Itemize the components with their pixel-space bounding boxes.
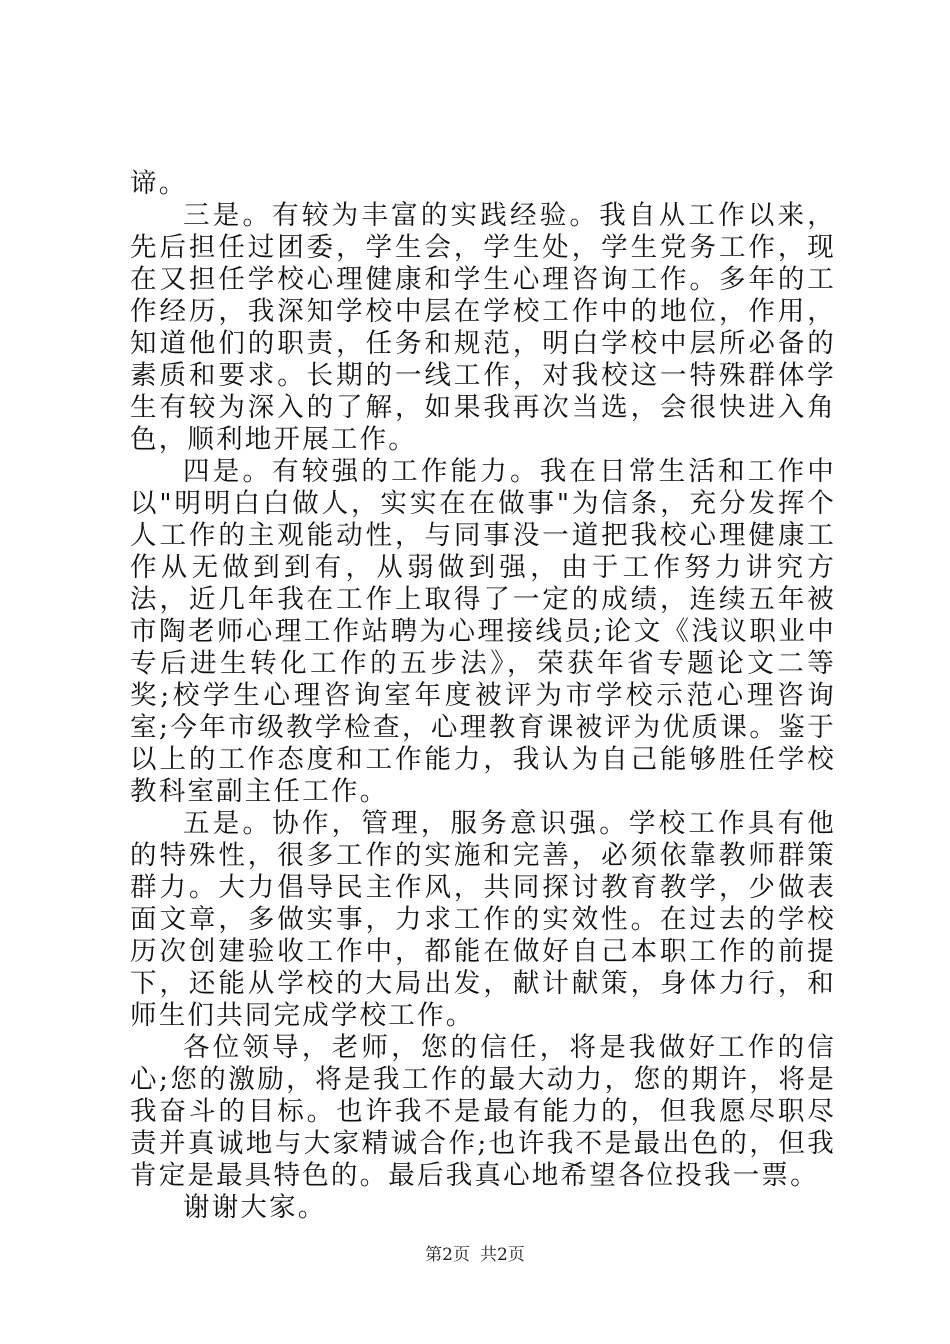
document-body <box>130 168 836 1224</box>
paragraph-point-five: 五是。协作，管理，服务意识强。学校工作具有他的特殊性，很多工作的实施和完善，必须依靠教师群策群力。大力倡导民主作风，共同探讨教育教学，少做表面文章，多做实事，力求工作的实效性。在过去的学校历次创建验收工作中，都能在做好自己本职工作的前提下，还能从学校的大局出发，献计献策，身体力行，和师生们共同完成学校工作。 <box>130 808 836 1031</box>
page-footer <box>0 1240 950 1265</box>
page-number-current: 第2页 <box>425 1245 470 1265</box>
paragraph-point-three: 三是。有较为丰富的实践经验。我自从工作以来，先后担任过团委，学生会，学生处，学生党务工作，现在又担任学校心理健康和学生心理咨询工作。多年的工作经历，我深知学校中层在学校工作中的地位，作用，知道他们的职责，任务和规范，明白学校中层所必备的素质和要求。长期的一线工作，对我校这一特殊群体学生有较为深入的了解，如果我再次当选，会很快进入角色，顺利地开展工作。 <box>130 200 836 455</box>
paragraph-thanks: 谢谢大家。 <box>183 1192 327 1223</box>
page-number-total: 共2页 <box>480 1245 525 1265</box>
paragraph-point-four: 四是。有较强的工作能力。我在日常生活和工作中以"明明白白做人，实实在在做事"为信条，充分发挥个人工作的主观能动性，与同事没一道把我校心理健康工作从无做到到有，从弱做到强，由于工作努力讲究方法，近几年我在工作上取得了一定的成绩，连续五年被市陶老师心理工作站聘为心理接线员;论文《浅议职业中专后进生转化工作的五步法》，荣获年省专题论文二等奖;校学生心理咨询室年度被评为市学校示范心理咨询室;今年市级教学检查，心理教育课被评为优质课。鉴于以上的工作态度和工作能力，我认为自己能够胜任学校教科室副主任工作。 <box>130 456 836 807</box>
paragraph-continuation: 谛。 <box>130 168 188 199</box>
paragraph-closing-appeal: 各位领导，老师，您的信任，将是我做好工作的信心;您的激励，将是我工作的最大动力，您的期许，将是我奋斗的目标。也许我不是最有能力的，但我愿尽职尽责并真诚地与大家精诚合作;也许我不是最出色的，但我肯定是最具特色的。最后我真心地希望各位投我一票。 <box>130 1032 836 1191</box>
